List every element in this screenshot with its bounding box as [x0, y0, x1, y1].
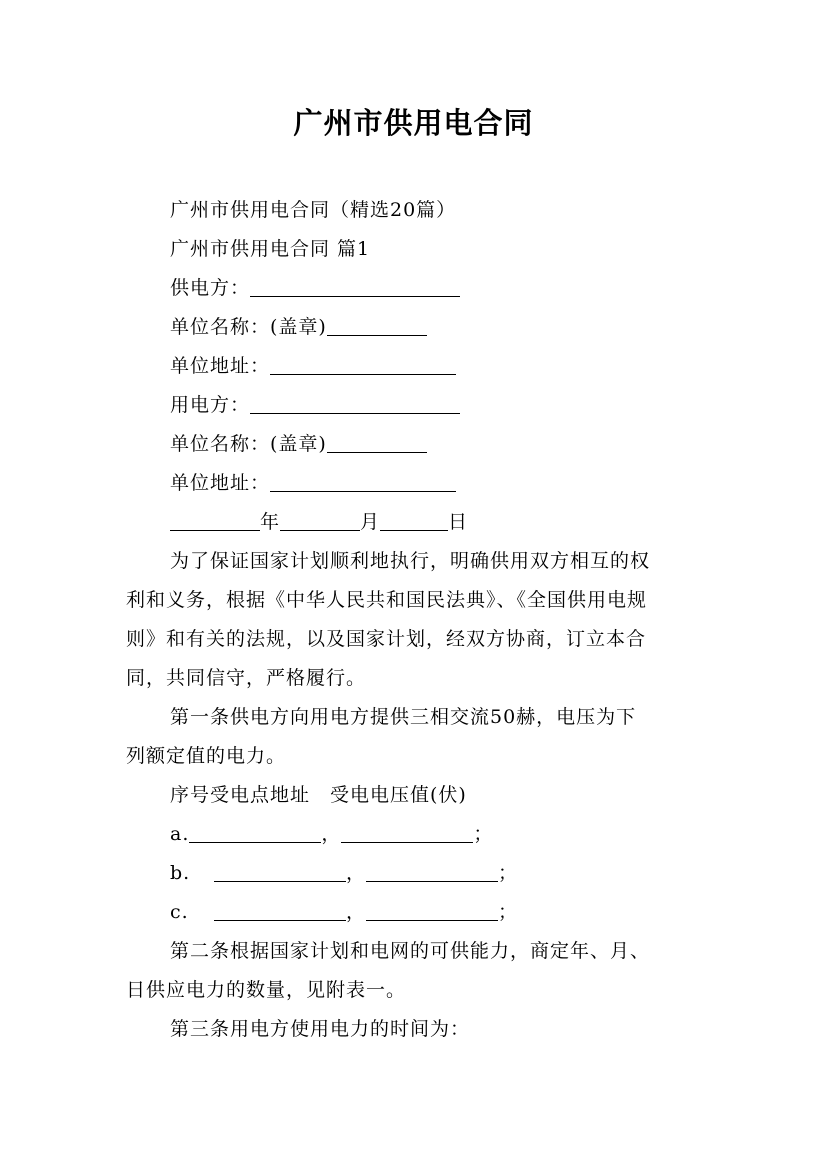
unit-name-label: 单位名称：(盖章) [170, 316, 327, 338]
document-title: 广州市供用电合同 [293, 106, 534, 140]
table-header: 序号受电点地址 受电电压值(伏) [170, 784, 467, 806]
unit-address-blank [270, 354, 456, 375]
item-c-address-blank [214, 900, 346, 921]
month-blank [280, 510, 360, 531]
unit-address-line-2 [170, 464, 770, 503]
item-c-comma: ， [346, 901, 367, 923]
article1-line-2: 列额定值的电力。 [126, 745, 287, 767]
consumer-label: 用电方： [170, 394, 251, 416]
item-c-line [170, 893, 770, 932]
unit-name-blank [327, 315, 427, 336]
unit-address-blank-2 [270, 471, 456, 492]
item-c-label: c. [170, 901, 189, 923]
intro-line-4: 同，共同信守，严格履行。 [126, 667, 367, 689]
item-a-address-blank [189, 822, 321, 843]
item-a-label: a. [170, 823, 190, 845]
item-a-line [170, 815, 770, 854]
unit-address-label-2: 单位地址： [170, 472, 271, 494]
supplier-blank [250, 276, 460, 297]
date-month: 月 [360, 511, 381, 533]
intro-line-3: 则》和有关的法规，以及国家计划，经双方协商，订立本合 [126, 628, 647, 650]
date-day: 日 [448, 511, 469, 533]
article2-line-2: 日供应电力的数量，见附表一。 [126, 979, 407, 1001]
item-a-voltage-blank [341, 822, 473, 843]
intro-line-2: 利和义务，根据《中华人民共和国民法典》、《全国供用电规 [126, 589, 648, 611]
year-blank [170, 510, 260, 531]
item-c-semicolon: ； [498, 901, 519, 923]
unit-name-label-2: 单位名称：(盖章) [170, 433, 327, 455]
item-b-label: b. [170, 862, 191, 884]
section-heading: 广州市供用电合同 篇1 [170, 238, 371, 260]
supplier-line [170, 269, 770, 308]
unit-address-line [170, 347, 770, 386]
article3-line-1: 第三条用电方使用电力的时间为： [170, 1018, 471, 1040]
unit-name-line-2 [170, 425, 770, 464]
item-b-address-blank [214, 861, 346, 882]
item-a-comma: ， [321, 823, 342, 845]
day-blank [380, 510, 448, 531]
supplier-label: 供电方： [170, 277, 251, 299]
consumer-line [170, 386, 770, 425]
article1-line-1: 第一条供电方向用电方提供三相交流50赫，电压为下 [170, 706, 637, 728]
unit-name-line [170, 308, 770, 347]
item-b-semicolon: ； [498, 862, 519, 884]
item-b-voltage-blank [366, 861, 498, 882]
unit-address-label: 单位地址： [170, 355, 271, 377]
date-line [170, 503, 770, 542]
date-year: 年 [260, 511, 281, 533]
intro-line-1: 为了保证国家计划顺利地执行，明确供用双方相互的权 [170, 550, 651, 572]
unit-name-blank-2 [327, 432, 427, 453]
item-c-voltage-blank [366, 900, 498, 921]
article2-line-1: 第二条根据国家计划和电网的可供能力，商定年、月、 [170, 940, 651, 962]
item-b-line [170, 854, 770, 893]
item-b-comma: ， [346, 862, 367, 884]
consumer-blank [250, 393, 460, 414]
item-a-semicolon: ； [473, 823, 494, 845]
subtitle: 广州市供用电合同（精选20篇） [170, 199, 457, 221]
